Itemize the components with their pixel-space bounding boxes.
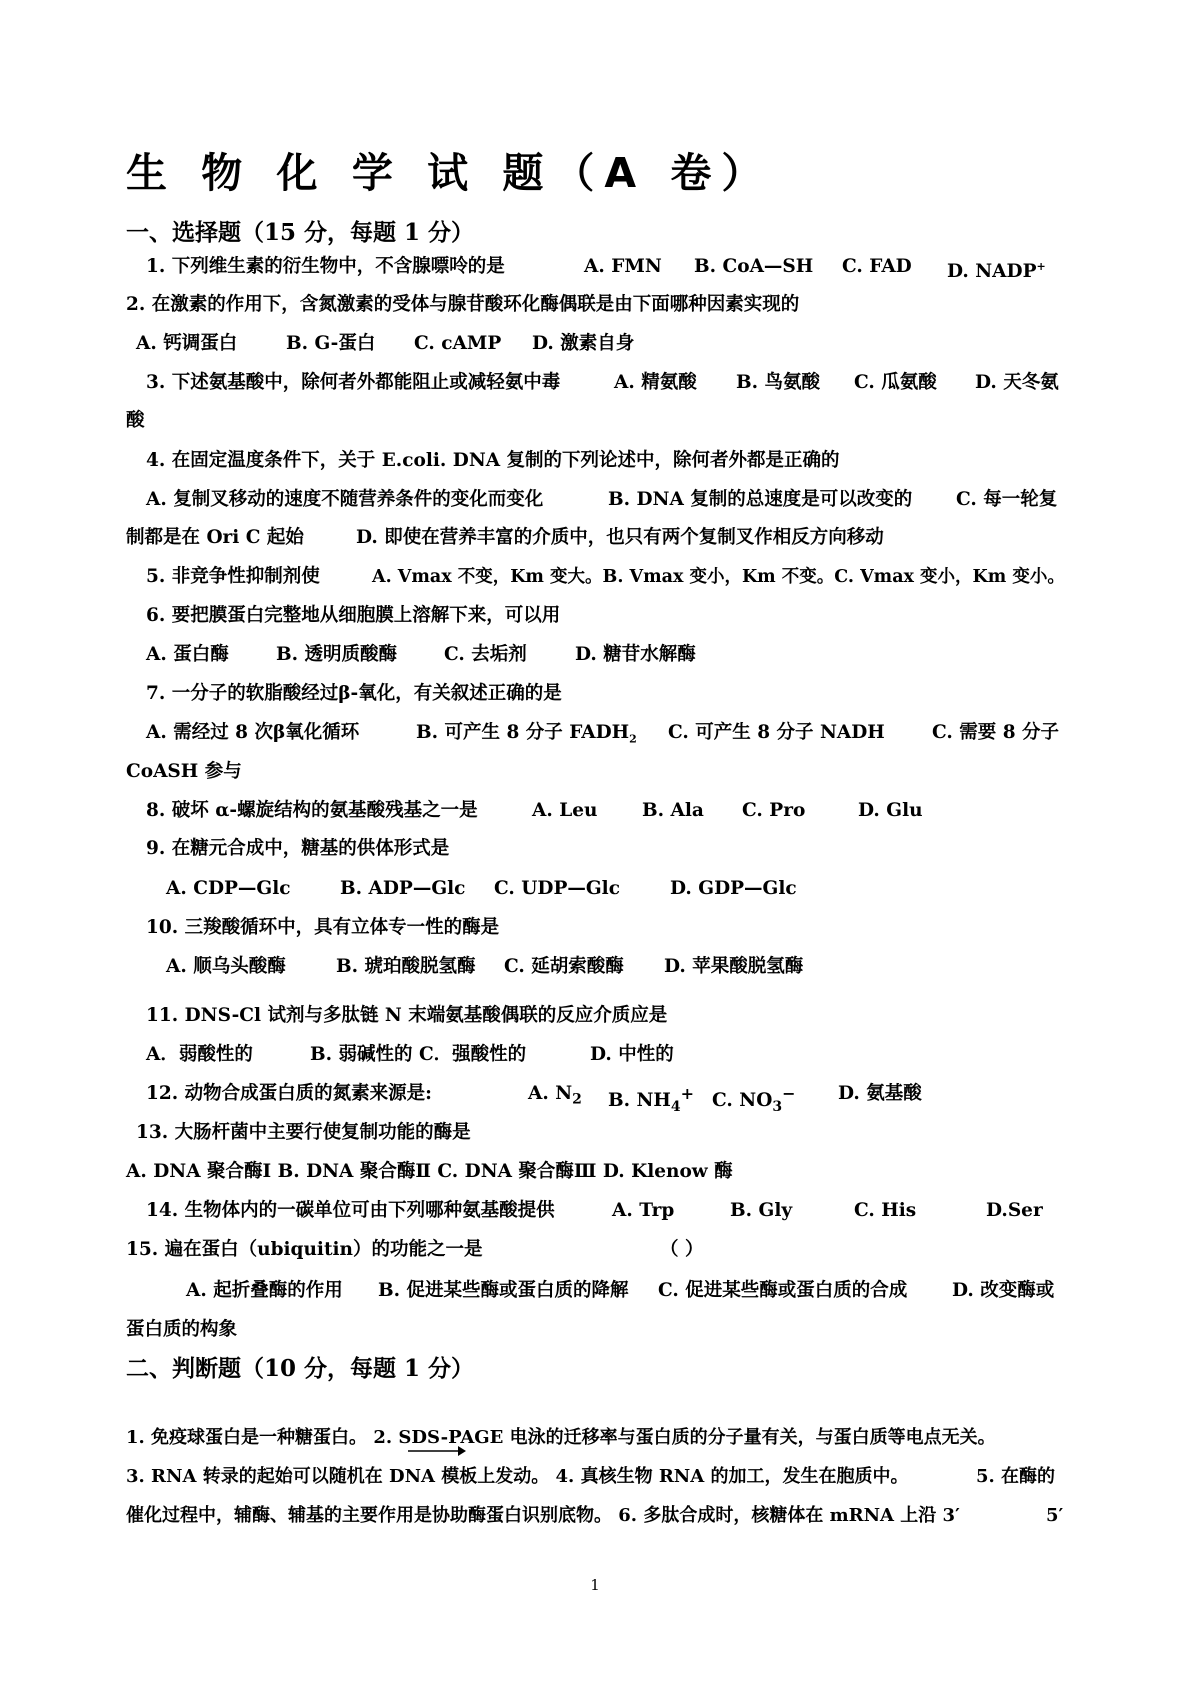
question-11-option-d: D. 中性的 [590, 1044, 674, 1065]
question-15-answer-blank: （ ） [660, 1239, 704, 1260]
question-13-options: A. DNA 聚合酶Ⅰ B. DNA 聚合酶Ⅱ C. DNA 聚合酶Ⅲ D. Klenow 酶 [126, 1161, 733, 1182]
page-number: 1 [590, 1576, 600, 1594]
question-8-stem: 8. 破坏 α-螺旋结构的氨基酸残基之一是 [146, 800, 478, 821]
question-6-option-c: C. 去垢剂 [444, 644, 527, 665]
question-10-option-c: C. 延胡索酸酶 [504, 956, 624, 977]
question-3-option-d: D. 天冬氨 [975, 372, 1059, 393]
question-3-stem: 3. 下述氨基酸中，除何者外都能阻止或减轻氨中毒 [146, 372, 561, 393]
question-1-option-c: C. FAD [842, 256, 912, 277]
question-3-option-c: C. 瓜氨酸 [854, 372, 937, 393]
question-14-option-c: C. His [854, 1200, 917, 1221]
question-1-option-a: A. FMN [584, 256, 662, 277]
true-false-line-3: 催化过程中，辅酶、辅基的主要作用是协助酶蛋白识别底物。 6. 多肽合成时，核糖体在 mRNA 上沿 3′ [126, 1505, 960, 1526]
question-15-option-b: B. 促进某些酶或蛋白质的降解 [378, 1280, 629, 1301]
question-7-option-d: C. 需要 8 分子 [932, 722, 1060, 743]
question-8-option-d: D. Glu [858, 800, 923, 821]
question-4-option-d: D. 即使在营养丰富的介质中，也只有两个复制叉作相反方向移动 [356, 527, 884, 548]
question-1-option-b: B. CoA—SH [694, 256, 814, 277]
question-12-option-d: D. 氨基酸 [838, 1083, 922, 1104]
question-5-stem: 5. 非竞争性抑制剂使 [146, 566, 320, 587]
question-4-option-c: C. 每一轮复 [956, 489, 1058, 510]
question-7-option-c: C. 可产生 8 分子 NADH [668, 722, 885, 743]
question-3-option-d-continued: 酸 [126, 410, 145, 431]
question-10-option-b: B. 琥珀酸脱氢酶 [336, 956, 476, 977]
arrow-mark-icon [408, 1445, 466, 1457]
question-10-option-a: A. 顺乌头酸酶 [166, 956, 286, 977]
question-7-option-b: B. 可产生 8 分子 $FADH_2$ [416, 722, 637, 746]
question-2-option-c: C. cAMP [414, 333, 502, 354]
question-3-option-b: B. 鸟氨酸 [736, 372, 821, 393]
question-12-option-a: A. $N_2$ [528, 1083, 582, 1108]
true-false-line-2: 3. RNA 转录的起始可以随机在 DNA 模板上发动。 4. 真核生物 RNA 的加工，发生在胞质中。 [126, 1466, 909, 1487]
question-2-option-a: A. 钙调蛋白 [136, 333, 238, 354]
question-12-stem: 12. 动物合成蛋白质的氮素来源是: [146, 1083, 432, 1104]
question-15-option-d-continued: 蛋白质的构象 [126, 1319, 238, 1340]
section-heading-choice: 一、选择题（15 分，每题 1 分） [126, 219, 475, 246]
question-8-option-b: B. Ala [642, 800, 704, 821]
question-11-option-b: B. 弱碱性的 C．强酸性的 [310, 1044, 527, 1065]
question-9-stem: 9. 在糖元合成中，糖基的供体形式是 [146, 838, 450, 859]
question-2-option-b: B. G-蛋白 [286, 333, 376, 354]
question-15-option-d: D. 改变酶或 [952, 1280, 1055, 1301]
question-12-option-b: B. $NH_4^+$ [608, 1084, 695, 1115]
question-9-option-d: D. GDP—Glc [670, 878, 797, 899]
question-3-option-a: A. 精氨酸 [614, 372, 697, 393]
question-15-option-a: A. 起折叠酶的作用 [186, 1280, 343, 1301]
question-4-option-a: A. 复制叉移动的速度不随营养条件的变化而变化 [146, 489, 544, 510]
question-11-stem: 11. DNS-Cl 试剂与多肽链 N 末端氨基酸偶联的反应介质应是 [146, 1005, 668, 1026]
question-15-stem: 15. 遍在蛋白（ubiquitin）的功能之一是 [126, 1239, 483, 1260]
question-8-option-c: C. Pro [742, 800, 806, 821]
question-13-stem: 13. 大肠杆菌中主要行使复制功能的酶是 [136, 1122, 471, 1143]
question-14-option-d: D.Ser [986, 1200, 1043, 1221]
question-7-option-d-continued: CoASH 参与 [126, 761, 242, 782]
question-9-option-a: A. CDP—Glc [166, 878, 291, 899]
question-2-option-d: D. 激素自身 [532, 333, 635, 354]
question-10-option-d: D. 苹果酸脱氢酶 [664, 956, 804, 977]
question-4-option-b: B. DNA 复制的总速度是可以改变的 [608, 489, 913, 510]
question-14-option-a: A. Trp [612, 1200, 675, 1221]
question-1-option-d: D. NADP+ [947, 260, 1046, 283]
question-7-option-a: A. 需经过 8 次β氧化循环 [146, 722, 360, 743]
question-6-option-b: B. 透明质酸酶 [276, 644, 398, 665]
question-14-stem: 14. 生物体内的一碳单位可由下列哪种氨基酸提供 [146, 1200, 555, 1221]
question-11-option-a: A．弱酸性的 [146, 1044, 253, 1065]
true-false-line-1: 1. 免疫球蛋白是一种糖蛋白。 2. SDS-PAGE 电泳的迁移率与蛋白质的分子量有关，与蛋白质等电点无关。 [126, 1427, 996, 1448]
question-6-option-d: D. 糖苷水解酶 [575, 644, 696, 665]
question-4-option-c-continued: 制都是在 Ori C 起始 [126, 527, 304, 548]
question-9-option-c: C. UDP—Glc [494, 878, 620, 899]
question-9-option-b: B. ADP—Glc [340, 878, 466, 899]
question-10-stem: 10. 三羧酸循环中，具有立体专一性的酶是 [146, 917, 500, 938]
question-12-option-c: C. $NO_3^-$ [712, 1084, 796, 1115]
question-1-stem: 1. 下列维生素的衍生物中，不含腺嘌呤的是 [146, 256, 505, 277]
question-8-option-a: A. Leu [532, 800, 598, 821]
question-14-option-b: B. Gly [730, 1200, 793, 1221]
true-false-line-3-end: 5′ [1046, 1505, 1064, 1526]
page-title: 生 物 化 学 试 题（A 卷） [126, 149, 773, 197]
question-15-option-c: C. 促进某些酶或蛋白质的合成 [658, 1280, 908, 1301]
true-false-line-2-end: 5. 在酶的 [976, 1466, 1056, 1487]
question-6-option-a: A. 蛋白酶 [146, 644, 229, 665]
section-heading-true-false: 二、判断题（10 分，每题 1 分） [126, 1355, 475, 1382]
question-6-stem: 6. 要把膜蛋白完整地从细胞膜上溶解下来，可以用 [146, 605, 561, 626]
question-7-stem: 7. 一分子的软脂酸经过β-氧化，有关叙述正确的是 [146, 683, 562, 704]
question-4-stem: 4. 在固定温度条件下，关于 E.coli. DNA 复制的下列论述中，除何者外都是正确的 [146, 450, 840, 471]
question-5-options: A. Vmax 不变，Km 变大。B. Vmax 变小，Km 不变。C. Vmax 变小，Km 变小。 [372, 567, 1065, 587]
question-2-stem: 2. 在激素的作用下，含氮激素的受体与腺苷酸环化酶偶联是由下面哪种因素实现的 [126, 294, 800, 315]
